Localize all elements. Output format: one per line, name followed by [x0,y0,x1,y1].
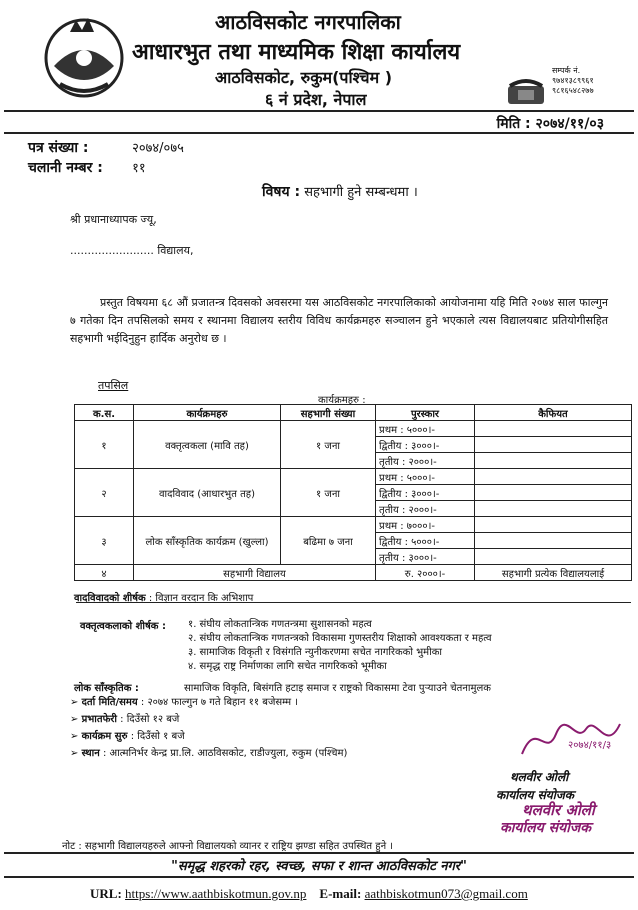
contact-phone-1: ९७४१३८९९६१ [552,76,594,85]
chalani-label: चलानी नम्बर : [28,160,103,176]
col-sn: क.स. [75,405,134,421]
note: नोट : सहभागी विद्यालयहरुले आफ्नो विद्यालयको व्यानर र राष्ट्रिय झण्डा सहित उपस्थित हुने । [62,841,394,852]
footer-contacts [90,886,528,902]
chalani-row [28,158,146,177]
row-remark [475,469,632,485]
subject-line [262,182,418,201]
detail-label: प्रभातफेरी [81,714,117,725]
row-prize: द्वितीय : ५०००।- [376,533,475,549]
contact-phone-2: ९८१६५४८२७७ [552,86,594,95]
row-sn: ३ [75,517,134,565]
footer-divider-2 [4,876,634,878]
detail-label: कार्यक्रम सुरु [81,731,128,742]
col-program: कार्यक्रमहरु [134,405,281,421]
arrow-icon: ➢ [70,748,82,759]
telephone-icon [506,78,546,106]
folk-label: लोक साँस्कृतिक : [74,683,139,694]
contact-label: सम्पर्क नं. [552,66,581,75]
row-prize: तृतीय : २०००।- [376,501,475,517]
arrow-icon: ➢ [70,731,82,742]
nepal-emblem-icon [40,14,128,100]
row-program: वादविवाद (आधारभुत तह) [134,469,281,517]
row-remark [475,453,632,469]
tapsil-heading: तपसिल [98,379,129,392]
body-paragraph: प्रस्तुत विषयमा ६८ औं प्रजातन्त्र दिवसको अवसरमा यस आठविसकोट नगरपालिकाको आयोजनामा यहि मिति २०७४ साल फाल्गुन ७ गतेका दिन तपसिलको समय र स्थानमा विद्यालय स्तरीय विविध कार्यक्रमहरु सञ्चालन हुने भएकाले त्यस विद्यालयबाट प्रतियोगीसहित सहभागी भईदिनुहुन हार्दिक अनुरोध छ । [70,296,608,345]
row-remark [475,549,632,565]
slogan: "समृद्ध शहरको रहर, स्वच्छ, सफा र शान्त आठविसकोट नगर" [171,859,467,874]
table-row [75,565,632,581]
office-name: आधारभुत तथा माध्यमिक शिक्षा कार्यालय [132,40,461,65]
table-row [75,517,632,533]
list-item [70,728,347,745]
list-item: ४. समृद्ध राष्ट्र निर्माणका लागि सचेत नागरिकको भूमीका [188,661,387,672]
detail-value: : आत्मनिर्भर केन्द्र प्रा.लि. आठविसकोट, राडीज्युला, रुकुम (पश्चिम) [102,748,348,759]
subject-label: विषय : [262,184,301,200]
speech-topic-list [188,618,492,674]
col-count: सहभागी संख्या [281,405,376,421]
row-program: वक्तृत्वकला (मावि तह) [134,421,281,469]
row-prize: द्वितीय : ३०००।- [376,485,475,501]
row-remark [475,437,632,453]
arrow-icon: ➢ [70,697,82,708]
debate-value: : विज्ञान वरदान कि अभिशाप [148,593,254,604]
patra-row [28,138,184,157]
detail-label: स्थान [81,748,100,759]
office-address: आठविसकोट, रुकुम(पश्चिम ) [215,68,393,87]
signature-date: २०७४/११/३ [568,740,612,751]
chalani-value: ११ [132,161,146,176]
municipality-name: आठविसकोट नगरपालिका [215,10,401,34]
row-remark: सहभागी प्रत्येक विद्यालयलाई [475,565,632,581]
detail-value: : दिउँसो १२ बजे [120,714,180,725]
arrow-icon: ➢ [70,714,82,725]
row-remark [475,421,632,437]
col-prize: पुरस्कार [376,405,475,421]
event-details [70,694,347,762]
list-item [70,745,347,762]
recipient: श्री प्रधानाध्यापक ज्यू, [70,213,157,226]
row-sn: २ [75,469,134,517]
url-label: URL: [90,886,122,901]
row-remark [475,533,632,549]
row-program: लोक साँस्कृतिक कार्यक्रम (खुल्ला) [134,517,281,565]
row-prize: प्रथम : ५०००।- [376,421,475,437]
email-link[interactable]: aathbiskotmun073@gmail.com [364,886,528,901]
row-prize: तृतीय : २०००।- [376,453,475,469]
signatory-title: कार्यालय संयोजक [496,788,574,802]
province: ६ नं प्रदेश, नेपाल [265,90,367,109]
row-prize: तृतीय : ३०००।- [376,549,475,565]
row-count: १ जना [281,421,376,469]
row-sn: १ [75,421,134,469]
row-count: १ जना [281,469,376,517]
signature-scribble [516,714,626,764]
header-divider [4,110,634,112]
list-item: ३. सामाजिक विकृती र विसंगति न्युनीकरणमा सचेत नागरिकको भुमीका [188,647,442,658]
table-row [75,421,632,437]
table-title: कार्यक्रमहरु : [318,395,366,406]
signatory-name: थलवीर ओली [510,770,569,784]
contact-block [552,66,594,96]
row-prize: प्रथम : ५०००।- [376,469,475,485]
table-header-row [75,405,632,421]
row-prize: प्रथम : ७०००।- [376,517,475,533]
letter-date: मिति : २०७४/११/०३ [496,116,604,132]
debate-label: वादविवादको शीर्षक [74,593,146,604]
school-line: ........................ विद्यालय, [70,244,194,257]
detail-label: दर्ता मिति/समय [81,697,138,708]
list-item: १. संघीय लोकतान्त्रिक गणतन्त्रमा सुशासनको महत्व [188,619,372,630]
stamp-title: कार्यालय संयोजक [500,820,591,836]
row-remark [475,501,632,517]
website-link[interactable]: https://www.aathbiskotmun.gov.np [125,886,307,901]
folk-value: सामाजिक विकृति, बिसंगति हटाइ समाज र राष्ट्रको विकासमा टेवा पुऱ्याउने चेतनामुलक [184,683,491,694]
email-label: E-mail: [319,886,362,901]
row-prize: रु. २०००।- [376,565,475,581]
detail-value: : २०७४ फाल्गुन ७ गते बिहान ११ बजेसम्म । [140,697,299,708]
list-item [70,694,347,711]
footer-divider [4,852,634,854]
patra-value: २०७४/०७५ [132,141,184,156]
table-row [75,469,632,485]
row-remark [475,485,632,501]
header-divider-2 [4,132,634,134]
program-table [74,404,632,581]
stamp-name: थलवीर ओली [522,801,595,819]
detail-value: : दिउँसो १ बजे [130,731,185,742]
list-item: २. संघीय लोकतान्त्रिक गणतन्त्रको विकासमा गुणस्तरीय शिक्षाको आवश्यकता र महत्व [188,633,492,644]
section-divider [76,602,631,603]
list-item [70,711,347,728]
patra-label: पत्र संख्या : [28,140,89,156]
col-remarks: कैफियत [475,405,632,421]
row-prize: द्वितीय : ३०००।- [376,437,475,453]
row-count: बढिमा ७ जना [281,517,376,565]
row-sn: ४ [75,565,134,581]
row-remark [475,517,632,533]
subject-text: सहभागी हुने सम्बन्धमा । [304,185,418,200]
row-program: सहभागी विद्यालय [134,565,376,581]
speech-label: वक्तृत्वकलाको शीर्षक : [80,621,166,632]
